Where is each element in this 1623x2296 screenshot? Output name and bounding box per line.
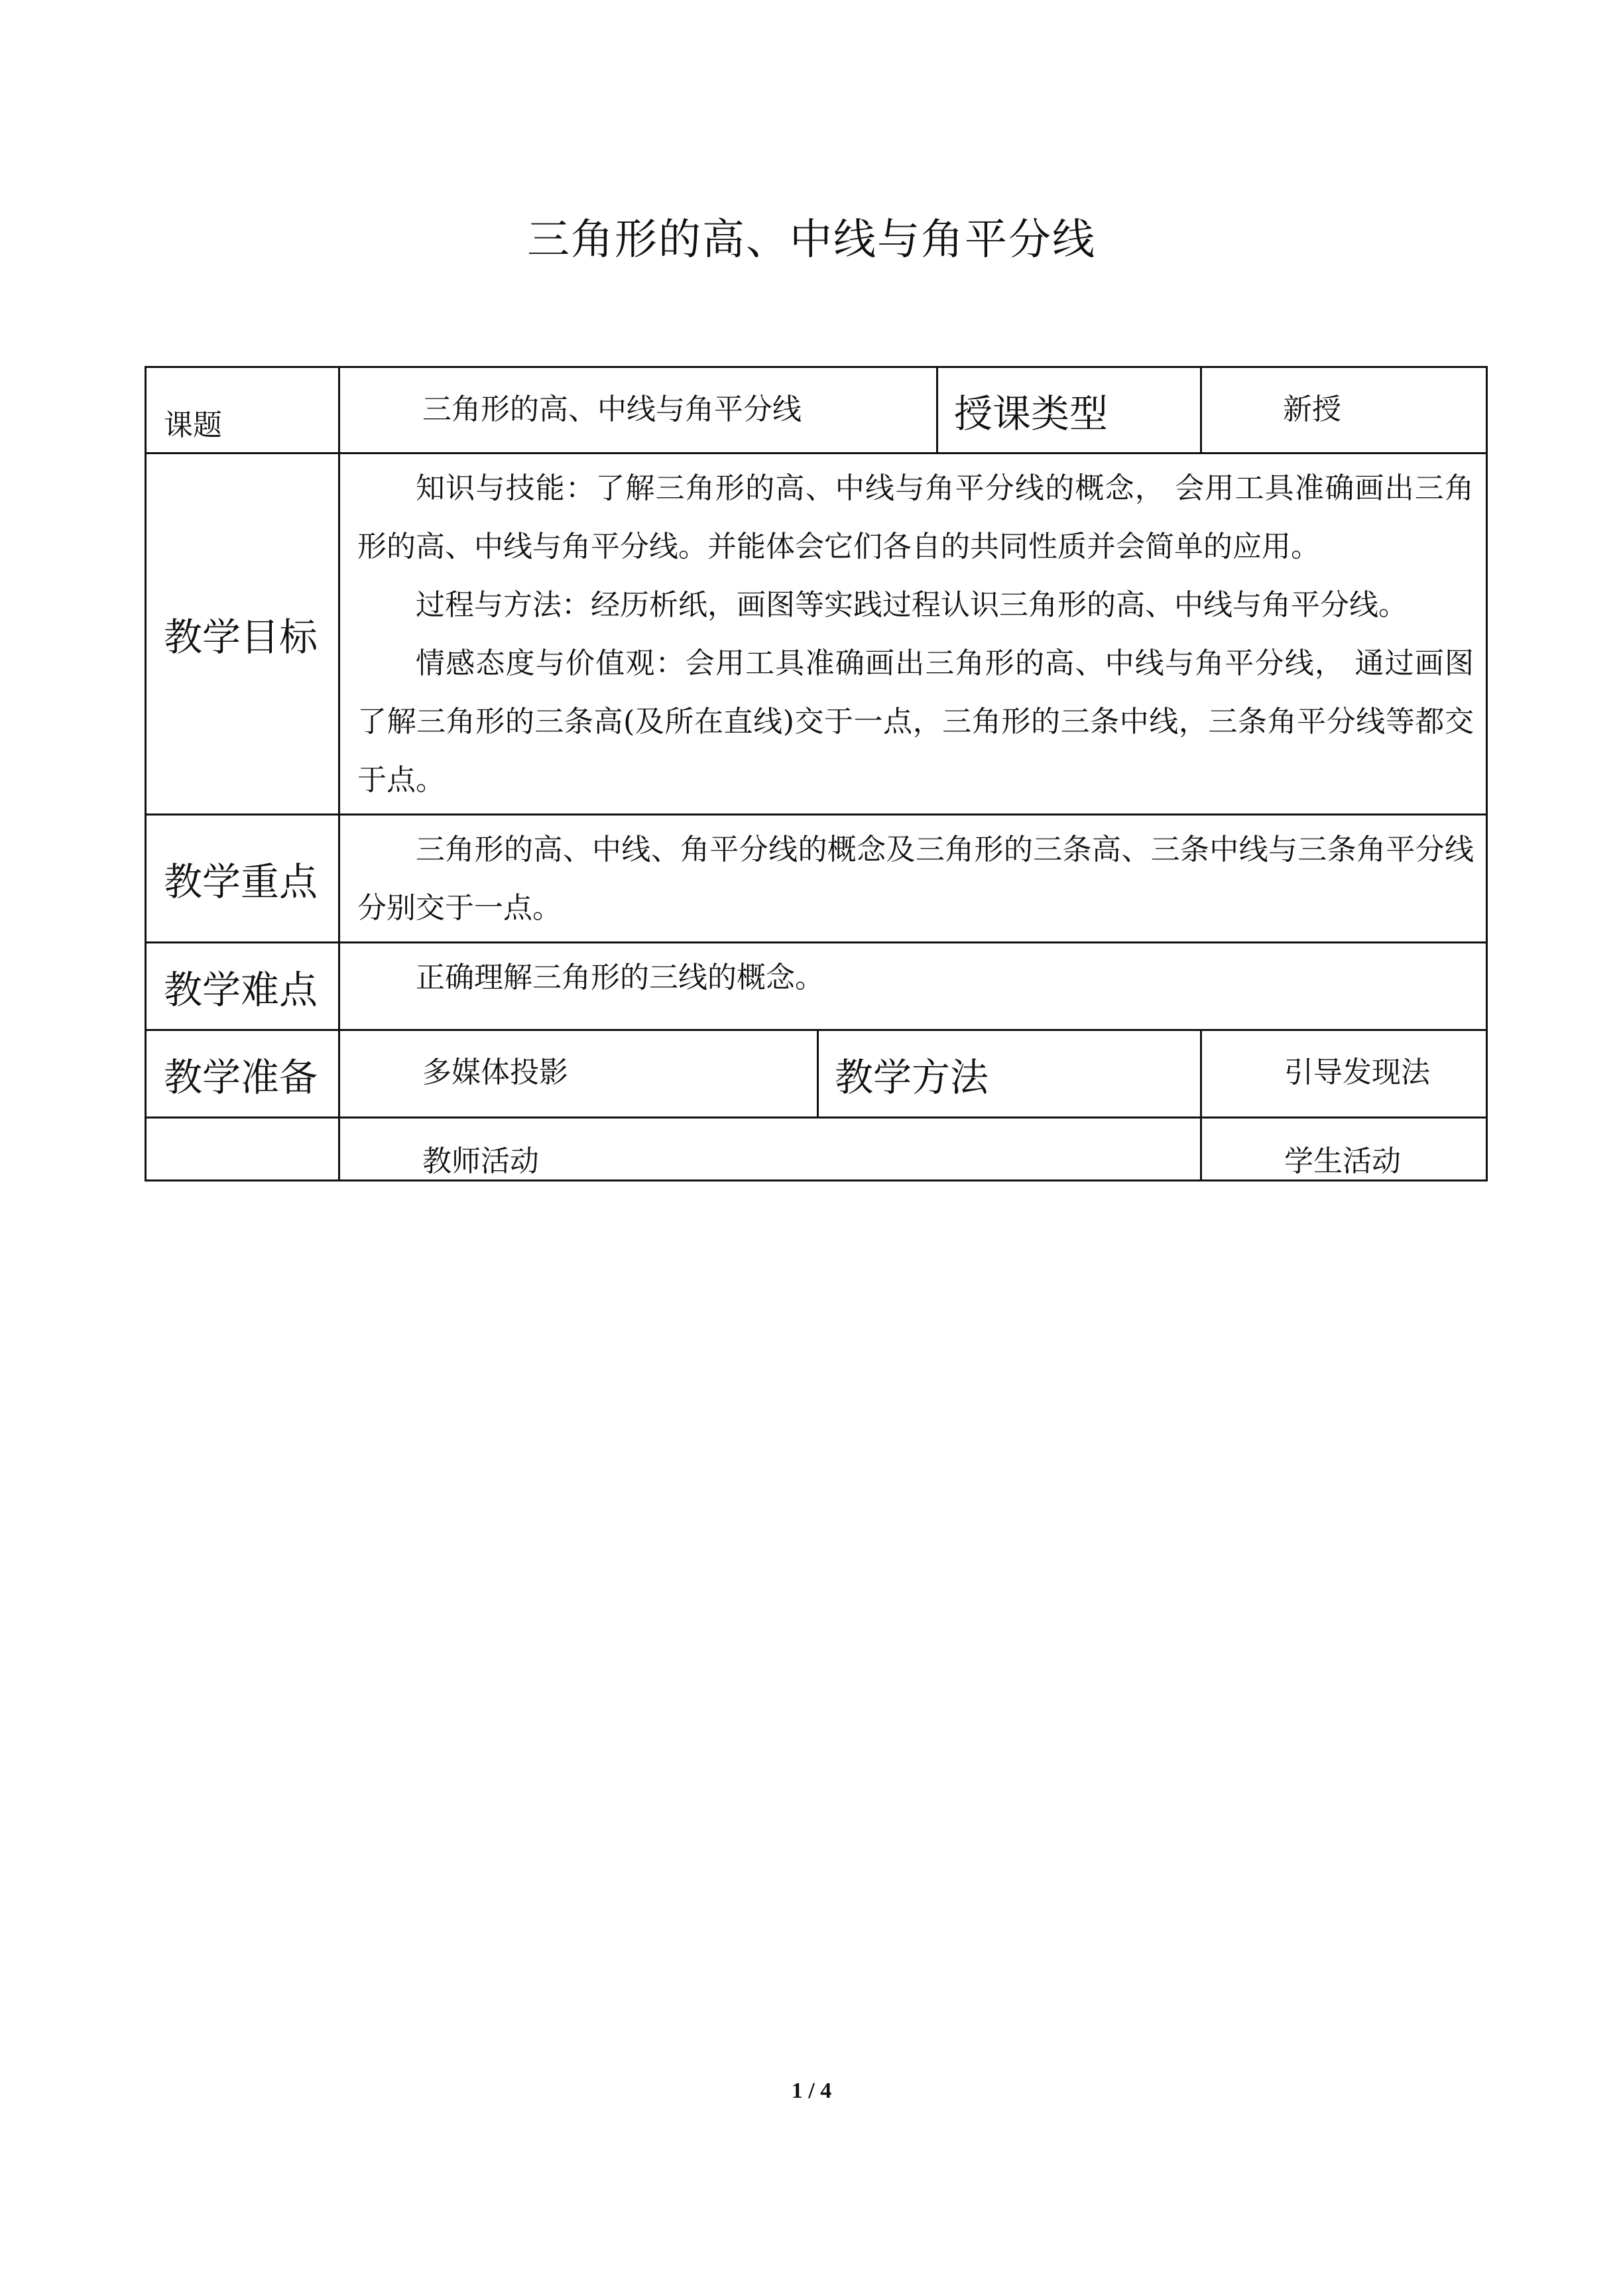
student-activity-header: 学生活动 xyxy=(1201,1118,1487,1181)
method-value: 引导发现法 xyxy=(1201,1030,1487,1118)
goals-knowledge: 知识与技能：了解三角形的高、中线与角平分线的概念， 会用工具准确画出三角形的高、中线与角平分线。并能体会它们各自的共同性质并会简单的应用。 xyxy=(357,471,1474,564)
goals-label: 教学目标 xyxy=(146,453,339,815)
key-points-label: 教学重点 xyxy=(146,815,339,943)
teacher-activity-header: 教师活动 xyxy=(339,1118,1201,1181)
difficult-points-text: 正确理解三角形的三线的概念。 xyxy=(416,961,824,995)
preparation-label: 教学准备 xyxy=(146,1030,339,1118)
key-points-content xyxy=(339,815,1487,943)
page-title: 三角形的高、中线与角平分线 xyxy=(527,215,1096,265)
row-key-points xyxy=(146,815,1487,943)
lesson-type-label: 授课类型 xyxy=(937,367,1201,453)
difficult-points-label: 教学难点 xyxy=(146,943,339,1030)
row-preparation xyxy=(146,1030,1487,1118)
topic-value: 三角形的高、中线与角平分线 xyxy=(339,367,937,453)
method-label: 教学方法 xyxy=(818,1030,1201,1118)
preparation-value: 多媒体投影 xyxy=(339,1030,818,1118)
lesson-plan-table xyxy=(145,366,1488,1181)
goals-content xyxy=(339,453,1487,815)
key-points-text: 三角形的高、中线、角平分线的概念及三角形的三条高、三条中线与三条角平分线分别交于一点。 xyxy=(357,833,1474,925)
page-number: 1 / 4 xyxy=(791,2079,832,2103)
goals-attitude: 情感态度与价值观：会用工具准确画出三角形的高、中线与角平分线， 通过画图了解三角形的三条高(及所在直线)交于一点，三角形的三条中线，三条角平分线等都交于点。 xyxy=(357,646,1474,797)
difficult-points-content xyxy=(339,943,1487,1030)
row-difficult-points xyxy=(146,943,1487,1030)
lesson-type-value: 新授 xyxy=(1201,367,1487,453)
goals-process: 过程与方法：经历析纸，画图等实践过程认识三角形的高、中线与角平分线。 xyxy=(416,588,1408,622)
activities-blank-cell xyxy=(146,1118,339,1181)
row-goals xyxy=(146,453,1487,815)
row-activities xyxy=(146,1118,1487,1181)
topic-label: 课题 xyxy=(146,367,339,453)
row-topic xyxy=(146,367,1487,453)
